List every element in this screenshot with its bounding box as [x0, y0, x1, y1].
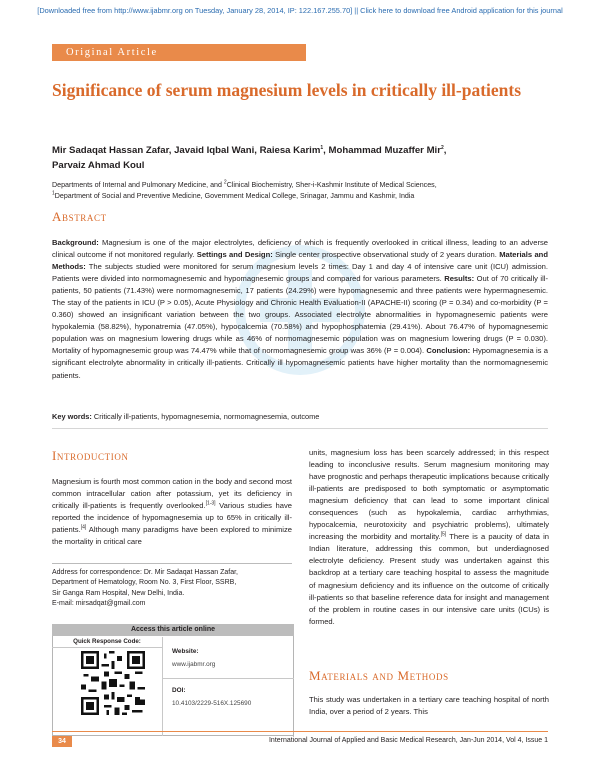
- affil-line2: Department of Social and Preventive Medicine, Government Medical College, Srinagar, Jammu and Kashmir, India: [54, 192, 415, 201]
- introduction-heading: Introduction: [52, 448, 129, 463]
- correspondence-address: [52, 568, 292, 609]
- intro-p1: Magnesium is fourth most common cation in the body and second most common intracellular cation after potassium, yet its deficiency in critically ill-patients is frequently overlooked.: [52, 477, 292, 511]
- access-separator: [162, 637, 163, 736]
- footer-rule: [52, 731, 548, 732]
- methods-heading: Materials and Methods: [309, 668, 449, 683]
- affil-line1-pre: Departments of Internal and Pulmonary Medicine, and: [52, 181, 224, 189]
- article-title: Significance of serum magnesium levels in critically ill-patients: [52, 80, 522, 100]
- authors-line1: Mir Sadaqat Hassan Zafar, Javaid Iqbal Wani, Raiesa Karim: [52, 145, 321, 156]
- doi-separator: [163, 678, 294, 679]
- doi-value[interactable]: 10.4103/2229-516X.125690: [172, 700, 252, 707]
- introduction-continued: [309, 447, 549, 628]
- abstract-background-label: Background:: [52, 238, 99, 247]
- right-p1b: There is a paucity of data in Indian literature, addressing this common, but underdiagnosed electrolyte deficiency. Present study was undertaken against this backdrop at a tertiary care teaching hospital to assess the magnitude of magnesium deficiency and its influence on the outcome of critically ill-patients so that baseline reference data for insight and management of the problem in routine cases in our intensive care units (ICUs) is formed.: [309, 532, 549, 626]
- corr-line1: Address for correspondence: Dr. Mir Sadaqat Hassan Zafar,: [52, 569, 238, 576]
- abstract-results: Out of 70 critically ill-patients, 50 patients (71.43%) were normomagnesemic, 17 patients (24.29%) were hypomagnesemic and three patients were hypermagnesemic. The stay of the patients in ICU (P > 0.05), Acute Physiology and Chronic Health Evaluation-II (APACHE-II) scoring (P = 0.34) and co-morbidity (P = 0.360) showed an insignificant variation between the two groups. Associated electrolyte abnormalities in hypomagnesemic patients were hypokalemia (58.82%), hyponatremia (47.05%), hypocalcemia (70.58%) and hypophosphatemia (29.41%). About 76.47% of hypomagnesemic population was on magnesium lowering drugs while as 46% of normomagnesemic population was on magnesium lowering drugs (P = 0.030). Mortality of hypomagnesemic group was 74.47% while that of normomagnesemic group was 36% (P = 0.004).: [52, 274, 549, 356]
- affiliations: [52, 180, 552, 202]
- abstract-conclusion: Hypomagnesemia is a significant electrolyte abnormality in critically ill-patients. Critically ill hypomagnesemic patients have higher mortality than the normomagnesemic patients.: [52, 346, 548, 380]
- author-sup-1: 1: [320, 144, 324, 151]
- doi-label: DOI:: [172, 687, 186, 694]
- corr-line2: Department of Hematology, Room No. 3, First Floor, SSRB,: [52, 579, 237, 587]
- article-type-tag: Original Article: [52, 44, 306, 61]
- keywords: [52, 411, 548, 422]
- right-ref-1[interactable]: [5]: [440, 531, 447, 538]
- section-divider: [52, 428, 548, 429]
- authors-line2: Parvaiz Ahmad Koul: [52, 160, 145, 171]
- abstract-setting-label: Settings and Design:: [196, 250, 273, 260]
- author-sup-2: 2: [440, 144, 444, 151]
- author-list: [52, 143, 552, 173]
- authors-line1c: ,: [443, 145, 447, 156]
- correspondence-rule: [52, 563, 292, 564]
- journal-footer: International Journal of Applied and Basic Medical Research, Jan-Jun 2014, Vol 4, Issue 1: [268, 737, 548, 744]
- abstract-heading: Abstract: [52, 209, 107, 224]
- qr-label: Quick Response Code:: [52, 637, 162, 648]
- page-number: 34: [52, 736, 72, 747]
- abstract-results-label: Results:: [444, 274, 475, 284]
- intro-p1c: Although many paradigms have been explored to minimize the mortality in critical care: [52, 525, 292, 547]
- keywords-label: Key words:: [52, 412, 92, 421]
- right-p1: units, magnesium loss has been scarcely addressed; in this respect leading to inconclusive results. Serum magnesium monitoring may have prognostic and perhaps therapeutic implications because critically ill-patients are predisposed to both symptomatic or asymptomatic magnesium deficiency that can lead to some important clinical consequences (such as hypokalemia, cardiac arrhythmias, hypocalcemia, neurotoxicity and psychiatric problems), ultimately increasing the morbidity and mortality.: [309, 448, 549, 542]
- abstract-methods: The subjects studied were monitored for serum magnesium levels 2 times: Day 1 and day 4 of intensive care unit (ICU) admission. Patients were divided into normomagnesemic and hypomagnesemic groups and compared for various parameters.: [52, 262, 548, 284]
- abstract-methods-label: Materials and Methods:: [52, 250, 548, 272]
- access-heading: Access this article online: [52, 624, 294, 636]
- website-link[interactable]: www.ijabmr.org: [172, 661, 216, 668]
- abstract-text: [52, 237, 548, 382]
- affil-line1-post: Clinical Biochemistry, Sher-i-Kashmir Institute of Medical Sciences,: [226, 181, 437, 189]
- intro-ref-1[interactable]: [1-3]: [205, 500, 216, 507]
- download-banner[interactable]: [Downloaded free from http://www.ijabmr.org on Tuesday, January 28, 2014, IP: 122.167.255.70] || Click here to download free Android application for this journal: [37, 6, 563, 15]
- affil-sup-2: 1: [52, 190, 55, 197]
- introduction-text: [52, 476, 292, 548]
- keywords-list: Critically ill-patients, hypomagnesemia, normomagnesemia, outcome: [91, 412, 320, 421]
- intro-ref-2[interactable]: [4]: [80, 524, 87, 531]
- corr-line3: Sir Ganga Ram Hospital, New Delhi, India.: [52, 589, 185, 597]
- abstract-conclusion-label: Conclusion:: [426, 346, 471, 356]
- abstract-setting: Single center prospective observational study of 2 years duration.: [272, 250, 500, 260]
- intro-p1b: Various studies have reported the incidence of hypomagnesemia up to 65% in critically ill-patients.: [52, 501, 292, 535]
- website-label: Website:: [172, 648, 199, 655]
- affil-sup-1: 2: [223, 179, 227, 186]
- authors-line1b: , Mohammad Muzaffer Mir: [323, 145, 441, 156]
- methods-text: This study was undertaken in a tertiary care teaching hospital of north India, over a period of 2 years. This: [309, 695, 549, 717]
- corr-email[interactable]: E-mail: mirsadqat@gmail.com: [52, 599, 146, 607]
- qr-code-icon[interactable]: [81, 651, 145, 715]
- abstract-background: Magnesium is one of the major electrolytes, deficiency of which is frequently overlooked in critical illness, leading to an adverse clinical outcome if not monitored regularly.: [52, 238, 548, 260]
